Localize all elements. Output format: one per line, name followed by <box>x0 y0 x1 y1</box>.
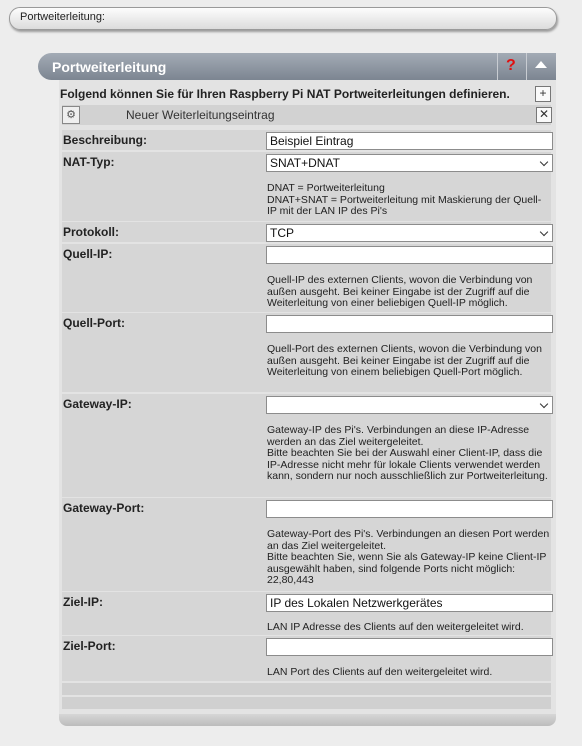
ziel-port-label: Ziel-Port: <box>63 639 116 653</box>
panel-footer <box>59 714 556 726</box>
row-ziel-ip <box>62 592 551 635</box>
quell-ip-label: Quell-IP: <box>63 247 113 261</box>
nat-typ-select[interactable]: SNAT+DNAT <box>266 154 553 172</box>
nat-typ-hint <box>267 183 550 218</box>
quell-port-hint: Quell-Port des externen Clients, wovon die Verbindung von außen ausgeht. Bei keiner Eingabe ist der Zugriff auf die Weiterleitung von einem beliebigen Quell-Port möglich. <box>267 343 542 378</box>
nat-typ-hint-1: DNAT = Portweiterleitung <box>267 182 385 194</box>
help-icon: ? <box>506 57 516 74</box>
gateway-port-hint <box>267 529 550 587</box>
nat-typ-hint-2: DNAT+SNAT = Portweiterleitung mit Maskierung der Quell-IP mit der LAN IP des Pi's <box>267 193 542 217</box>
new-entry-label: Neuer Weiterleitungseintrag <box>126 108 275 122</box>
quell-port-input[interactable] <box>266 315 553 333</box>
row-quell-port <box>62 313 551 392</box>
chevron-up-icon <box>535 61 547 68</box>
row-nat-typ <box>62 152 551 221</box>
protokoll-select[interactable]: TCP <box>266 224 553 242</box>
quell-port-label: Quell-Port: <box>63 316 125 330</box>
row-ziel-port <box>62 636 551 681</box>
panel-title: Portweiterleitung <box>52 59 167 75</box>
ziel-port-input[interactable] <box>266 638 553 656</box>
ziel-ip-hint: LAN IP Adresse des Clients auf den weitergeleitet wird. <box>267 621 524 633</box>
gateway-port-input[interactable] <box>266 500 553 518</box>
row-gateway-ip <box>62 394 551 497</box>
beschreibung-label: Beschreibung: <box>63 133 148 147</box>
row-protokoll <box>62 222 551 242</box>
quell-ip-input[interactable] <box>266 246 553 264</box>
ziel-ip-label: Ziel-IP: <box>63 595 104 609</box>
row-gateway-port <box>62 498 551 591</box>
gateway-ip-select[interactable] <box>266 396 553 414</box>
breadcrumb: Portweiterleitung: <box>20 11 105 23</box>
row-quell-ip <box>62 244 551 312</box>
network-icon: ⚙ <box>62 106 80 124</box>
intro-text: Folgend können Sie für Ihren Raspberry Pi NAT Portweiterleitungen definieren. <box>60 87 510 101</box>
gateway-ip-hint-1: Gateway-IP des Pi's. Verbindungen an diese IP-Adresse werden an das Ziel weitergeleitet. <box>267 424 530 448</box>
gateway-port-hint-2: Bitte beachten Sie, wenn Sie als Gateway-IP keine Client-IP ausgewählt haben, sind folgende Ports nicht möglich: 22,80,443 <box>267 551 547 586</box>
panel-header <box>38 53 556 80</box>
nat-typ-label: NAT-Typ: <box>63 155 115 169</box>
collapse-button[interactable] <box>526 53 554 80</box>
ziel-ip-input[interactable]: IP des Lokalen Netzwerkgerätes <box>266 594 553 612</box>
gateway-ip-hint <box>267 425 550 483</box>
add-entry-button[interactable]: + <box>535 86 551 102</box>
protokoll-label: Protokoll: <box>63 225 119 239</box>
help-button[interactable] <box>497 53 525 80</box>
close-entry-button[interactable]: ✕ <box>536 107 552 123</box>
gateway-port-label: Gateway-Port: <box>63 501 145 515</box>
quell-ip-hint: Quell-IP des externen Clients, wovon die Verbindung von außen ausgeht. Bei keiner Eingabe ist der Zugriff auf die Weiterleitung von einer beliebigen Quell-IP möglich. <box>267 274 533 309</box>
breadcrumb-bar <box>9 7 557 30</box>
ziel-port-hint: LAN Port des Clients auf den weitergeleitet wird. <box>267 666 493 678</box>
gateway-ip-hint-2: Bitte beachten Sie bei der Auswahl einer Client-IP, dass die IP-Adresse nicht mehr für lokale Clients verwendet werden kann, sondern nur noch ausschließlich zur Portweiterleitung. <box>267 447 548 482</box>
gateway-port-hint-1: Gateway-Port des Pi's. Verbindungen an diesen Port werden an das Ziel weitergeleitet. <box>267 528 550 552</box>
gateway-ip-label: Gateway-IP: <box>63 397 132 411</box>
new-entry-row <box>62 105 551 125</box>
beschreibung-input[interactable]: Beispiel Eintrag <box>266 132 553 150</box>
spacer-row <box>62 683 551 695</box>
row-beschreibung <box>62 130 551 150</box>
spacer-row <box>62 697 551 709</box>
